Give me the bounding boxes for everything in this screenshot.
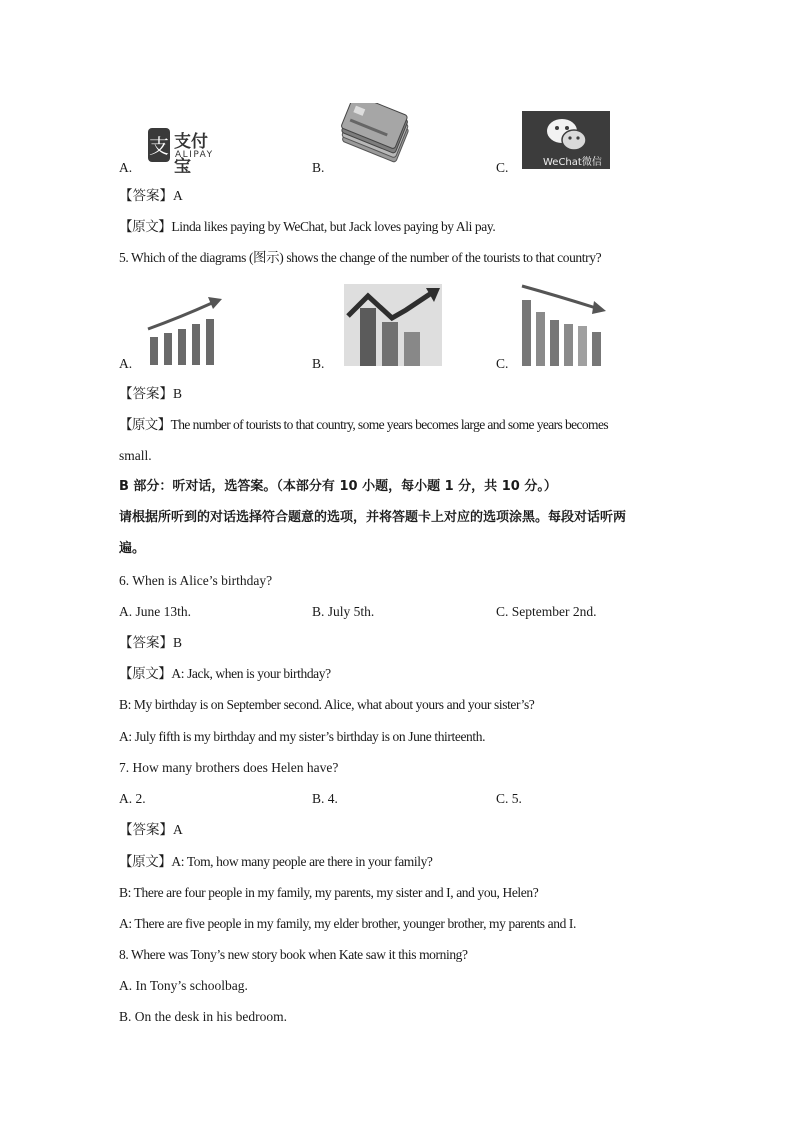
q4-option-c-letter[interactable]: C. — [496, 160, 509, 175]
section-b-instruction-line2: 遍。 — [119, 541, 146, 556]
q4-answer: 【答案】A — [119, 188, 183, 203]
q4-option-a-letter[interactable]: A. — [119, 160, 133, 175]
q7-option-a[interactable]: A. 2. — [119, 791, 146, 806]
q6-option-b[interactable]: B. July 5th. — [312, 604, 375, 619]
q7-original-2: B: There are four people in my family, my parents, my sister and I, and you, Helen? — [119, 885, 539, 900]
rising-bar-chart-icon — [146, 295, 224, 365]
q5-original-line1: 【原文】The number of tourists to that country, some years becomes large and some years becomes — [119, 417, 609, 432]
section-b-heading: B 部分：听对话，选答案。（本部分有 10 小题，每小题 1 分，共 10 分。） — [119, 479, 557, 494]
q4-option-b-letter[interactable]: B. — [312, 160, 325, 175]
q8-option-a[interactable]: A. In Tony’s schoolbag. — [119, 978, 248, 993]
q6-question: 6. When is Alice’s birthday? — [119, 573, 273, 588]
q8-option-b[interactable]: B. On the desk in his bedroom. — [119, 1009, 287, 1024]
wechat-logo — [522, 111, 610, 169]
q4-original-text: 【原文】Linda likes paying by WeChat, but Jack loves paying by Ali pay. — [119, 219, 496, 234]
q6-original-1: 【原文】A: Jack, when is your birthday? — [119, 666, 331, 681]
q5-option-c-letter[interactable]: C. — [496, 356, 509, 371]
q7-option-c[interactable]: C. 5. — [496, 791, 522, 806]
section-b-instruction-line1: 请根据所听到的对话选择符合题意的选项，并将答题卡上对应的选项涂黑。每段对话听两 — [119, 510, 627, 525]
q5-option-b-chart — [344, 284, 442, 366]
alipay-logo — [148, 127, 220, 177]
wechat-icon — [522, 111, 610, 155]
q6-original-2: B: My birthday is on September second. Alice, what about yours and your sister’s? — [119, 697, 535, 712]
q5-option-c-chart — [518, 282, 608, 366]
q6-option-c[interactable]: C. September 2nd. — [496, 604, 597, 619]
q7-answer: 【答案】A — [119, 822, 183, 837]
q5-option-a-letter[interactable]: A. — [119, 356, 133, 371]
q8-question: 8. Where was Tony’s new story book when Kate saw it this morning? — [119, 947, 468, 962]
q5-option-a-chart — [146, 295, 224, 365]
q7-option-b[interactable]: B. 4. — [312, 791, 338, 806]
bank-cards-image — [332, 103, 418, 169]
q5-option-b-letter[interactable]: B. — [312, 356, 325, 371]
q5-answer: 【答案】B — [119, 386, 183, 401]
q6-option-a[interactable]: A. June 13th. — [119, 604, 191, 619]
alipay-en-text: ALIPAY — [175, 150, 214, 160]
bank-cards-icon — [332, 103, 418, 169]
q7-original-3: A: There are five people in my family, my elder brother, younger brother, my parents and I. — [119, 916, 576, 931]
q6-answer: 【答案】B — [119, 635, 183, 650]
svg-text:支: 支 — [149, 134, 169, 158]
up-down-up-bar-chart-icon — [344, 284, 442, 366]
q5-question: 5. Which of the diagrams (图示) shows the change of the number of the tourists to that country? — [119, 250, 602, 265]
alipay-cn-text: 支付宝 — [174, 132, 208, 177]
falling-bar-chart-icon — [518, 282, 608, 366]
q7-question: 7. How many brothers does Helen have? — [119, 760, 339, 775]
q5-original-line2: small. — [119, 448, 152, 463]
q7-original-1: 【原文】A: Tom, how many people are there in your family? — [119, 854, 433, 869]
wechat-logo-text: WeChat微信 — [543, 157, 602, 168]
q6-original-3: A: July fifth is my birthday and my sister’s birthday is on June thirteenth. — [119, 729, 486, 744]
